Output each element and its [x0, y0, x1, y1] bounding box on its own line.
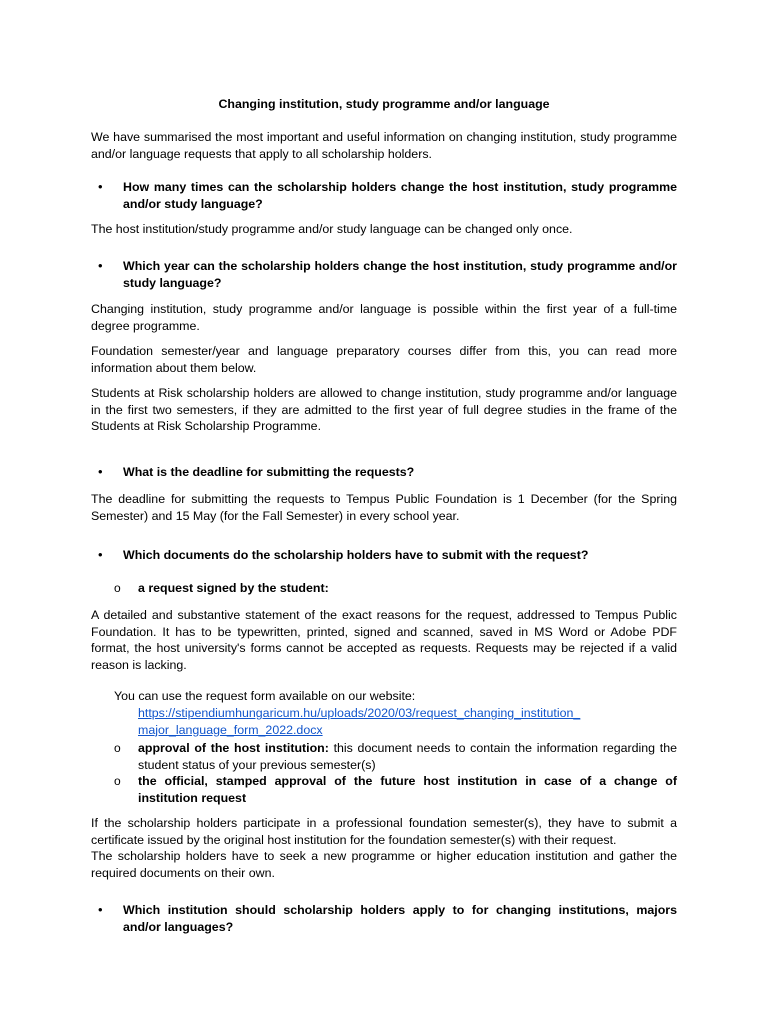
sub-item-2-label: approval of the host institution:: [138, 741, 329, 755]
document-title: Changing institution, study programme and/or language: [218, 97, 550, 111]
request-form-link-line-1[interactable]: https://stipendiumhungaricum.hu/uploads/2020/03/request_changing_institution_: [138, 706, 581, 720]
bullet-icon: •: [98, 179, 103, 194]
sub-item-2-text: this document needs to contain the information regarding the student status of your previous semester(s): [138, 741, 677, 772]
request-form-link[interactable]: [138, 705, 677, 738]
form-note: You can use the request form available on our website:: [114, 689, 416, 703]
foundation-note-line-1: If the scholarship holders participate in a professional foundation semester(s), they have to submit a certificate issued by the original host institution for the foundation semester(s) with their request.: [91, 816, 677, 847]
answer-2-paragraph-3: Students at Risk scholarship holders are allowed to change institution, study programme and/or language in the first two semesters, if they are admitted to the first year of full degree studies in the frame of the Students at Risk Scholarship Programme.: [91, 386, 677, 433]
answer-2-paragraph-2: Foundation semester/year and language preparatory courses differ from this, you can read more information about them below.: [91, 344, 677, 375]
answer-3: The deadline for submitting the requests to Tempus Public Foundation is 1 December (for the Spring Semester) and 15 May (for the Fall Semester) in every school year.: [91, 492, 677, 523]
question-4: Which documents do the scholarship holders have to submit with the request?: [123, 548, 589, 562]
sub-bullet-icon: o: [114, 741, 121, 755]
sub-item-1-text: A detailed and substantive statement of the exact reasons for the request, addressed to Tempus Public Foundation. It has to be typewritten, printed, signed and scanned, saved in MS Word or Adobe PDF format, the host university's forms cannot be accepted as requests. Requests may be rejected if a valid reason is lacking.: [91, 608, 677, 672]
sub-item-2: [138, 740, 677, 773]
foundation-note: [91, 815, 677, 881]
bullet-icon: •: [98, 258, 103, 273]
question-1: How many times can the scholarship holders change the host institution, study programme and/or study language?: [123, 180, 677, 211]
bullet-icon: •: [98, 547, 103, 562]
answer-2-paragraph-1: Changing institution, study programme and/or language is possible within the first year of a full-time degree programme.: [91, 302, 677, 333]
answer-1: The host institution/study programme and/or study language can be changed only once.: [91, 222, 573, 236]
question-5: Which institution should scholarship holders apply to for changing institutions, majors and/or languages?: [123, 903, 677, 934]
sub-item-3: the official, stamped approval of the future host institution in case of a change of institution request: [138, 774, 677, 805]
bullet-icon: •: [98, 902, 103, 917]
sub-item-1-label: a request signed by the student:: [138, 581, 329, 595]
request-form-link-line-2[interactable]: major_language_form_2022.docx: [138, 722, 323, 737]
question-3: What is the deadline for submitting the requests?: [123, 465, 415, 479]
intro-paragraph: We have summarised the most important and useful information on changing institution, study programme and/or language requests that apply to all scholarship holders.: [91, 130, 677, 161]
sub-bullet-icon: o: [114, 581, 121, 595]
foundation-note-line-2: The scholarship holders have to seek a new programme or higher education institution and gather the required documents on their own.: [91, 849, 677, 880]
question-2: Which year can the scholarship holders change the host institution, study programme and/or study language?: [123, 259, 677, 290]
sub-bullet-icon: o: [114, 774, 121, 788]
bullet-icon: •: [98, 464, 103, 479]
